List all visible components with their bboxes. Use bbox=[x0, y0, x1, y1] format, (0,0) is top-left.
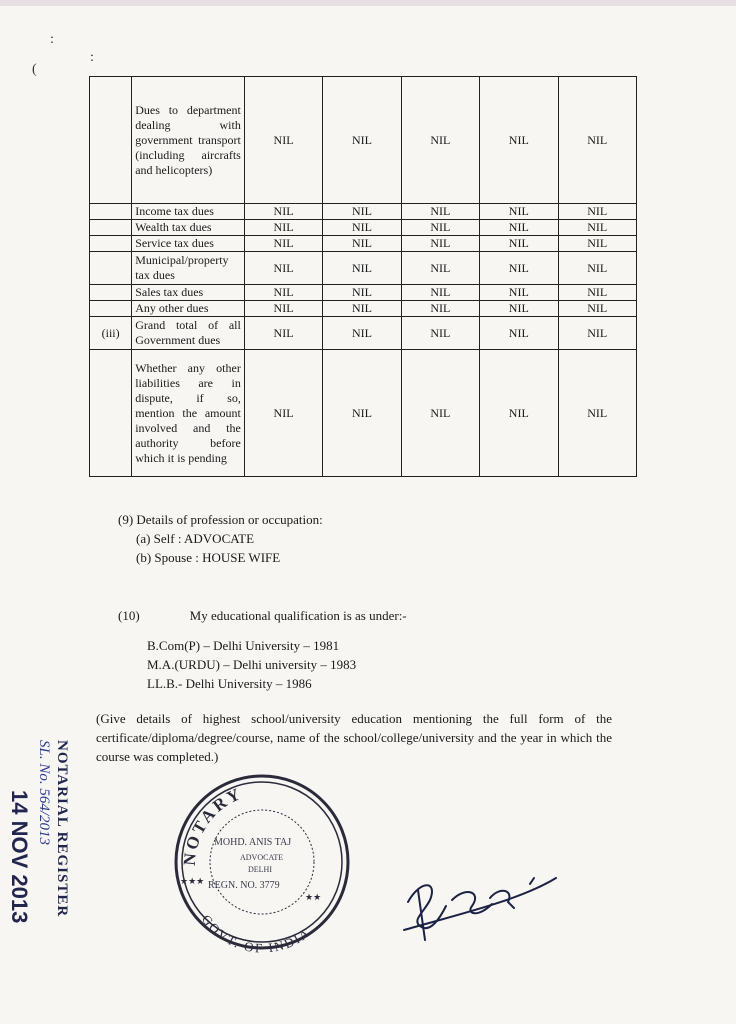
row-value: NIL bbox=[244, 252, 322, 285]
row-value: NIL bbox=[480, 285, 558, 301]
row-value: NIL bbox=[558, 220, 636, 236]
row-value: NIL bbox=[558, 350, 636, 477]
notary-seal-inner-line: REGN. NO. 3779 bbox=[208, 880, 280, 891]
education-item: B.Com(P) – Delhi University – 1981 bbox=[147, 638, 340, 653]
row-value: NIL bbox=[558, 252, 636, 285]
register-stamp-date: 14 NOV 2013 bbox=[7, 790, 32, 924]
row-value: NIL bbox=[323, 285, 401, 301]
row-label: Whether any other liabilities are in dispute, if so, mention the amount involved and the authority before which it is pending bbox=[132, 350, 245, 477]
row-label: Any other dues bbox=[132, 301, 245, 317]
row-label: Dues to department dealing with government transport (including aircrafts and helicopters) bbox=[132, 77, 245, 204]
star-icon: ★★ bbox=[305, 892, 322, 902]
row-value: NIL bbox=[401, 350, 479, 477]
row-label: Wealth tax dues bbox=[132, 220, 245, 236]
row-value: NIL bbox=[480, 204, 558, 220]
profession-self: (a) Self : ADVOCATE bbox=[136, 531, 255, 546]
row-value: NIL bbox=[480, 236, 558, 252]
notary-seal-bottom-text: GOVT. OF INDIA bbox=[198, 911, 314, 956]
row-label: Grand total of all Government dues bbox=[132, 317, 245, 350]
row-value: NIL bbox=[401, 285, 479, 301]
signature bbox=[404, 878, 556, 940]
row-value: NIL bbox=[401, 252, 479, 285]
row-value: NIL bbox=[558, 236, 636, 252]
row-value: NIL bbox=[401, 236, 479, 252]
row-value: NIL bbox=[558, 77, 636, 204]
row-value: NIL bbox=[323, 77, 401, 204]
notary-seal-top-text: NOTARY bbox=[179, 783, 246, 867]
row-value: NIL bbox=[480, 350, 558, 477]
row-label: Income tax dues bbox=[132, 204, 245, 220]
row-value: NIL bbox=[558, 301, 636, 317]
row-value: NIL bbox=[558, 285, 636, 301]
profession-spouse: (b) Spouse : HOUSE WIFE bbox=[136, 550, 281, 565]
row-value: NIL bbox=[244, 350, 322, 477]
row-value: NIL bbox=[558, 317, 636, 350]
row-number: (iii) bbox=[90, 317, 132, 350]
row-label: Municipal/property tax dues bbox=[132, 252, 245, 285]
row-value: NIL bbox=[401, 77, 479, 204]
row-value: NIL bbox=[323, 252, 401, 285]
row-value: NIL bbox=[401, 204, 479, 220]
row-value: NIL bbox=[401, 220, 479, 236]
row-value: NIL bbox=[480, 77, 558, 204]
row-value: NIL bbox=[323, 350, 401, 477]
education-note: (Give details of highest school/university education mentioning the full form of the certificate/diploma/degree/course, name of the school/college/university and the year in which the course was completed.) bbox=[96, 711, 612, 764]
row-value: NIL bbox=[323, 204, 401, 220]
notary-seal-inner-line: DELHI bbox=[248, 865, 272, 874]
row-value: NIL bbox=[323, 220, 401, 236]
row-value: NIL bbox=[558, 204, 636, 220]
row-value: NIL bbox=[244, 220, 322, 236]
notary-seal-inner-line: MOHD. ANIS TAJ bbox=[214, 837, 292, 848]
row-value: NIL bbox=[480, 252, 558, 285]
profession-heading: (9) Details of profession or occupation: bbox=[118, 512, 323, 527]
education-number: (10) bbox=[118, 608, 140, 623]
row-value: NIL bbox=[323, 301, 401, 317]
notary-seal-inner-line: ADVOCATE bbox=[240, 853, 284, 862]
register-stamp-line: NOTARIAL REGISTER bbox=[54, 740, 70, 918]
row-value: NIL bbox=[244, 317, 322, 350]
notarial-register-stamp bbox=[7, 740, 70, 923]
education-item: LL.B.- Delhi University – 1986 bbox=[147, 676, 312, 691]
row-value: NIL bbox=[244, 77, 322, 204]
row-value: NIL bbox=[323, 236, 401, 252]
row-value: NIL bbox=[244, 236, 322, 252]
education-item: M.A.(URDU) – Delhi university – 1983 bbox=[147, 657, 357, 672]
star-icon: ★★★ bbox=[180, 876, 205, 886]
margin-mark: : bbox=[90, 50, 94, 65]
row-label: Sales tax dues bbox=[132, 285, 245, 301]
row-value: NIL bbox=[480, 317, 558, 350]
row-value: NIL bbox=[244, 285, 322, 301]
row-value: NIL bbox=[480, 220, 558, 236]
register-stamp-line: SL. No. 564/2013 bbox=[36, 740, 52, 846]
row-value: NIL bbox=[401, 301, 479, 317]
row-value: NIL bbox=[244, 301, 322, 317]
row-label: Service tax dues bbox=[132, 236, 245, 252]
row-value: NIL bbox=[323, 317, 401, 350]
row-value: NIL bbox=[401, 317, 479, 350]
margin-mark: : bbox=[50, 32, 54, 47]
row-value: NIL bbox=[244, 204, 322, 220]
education-heading-text: My educational qualification is as under:- bbox=[189, 608, 407, 623]
row-value: NIL bbox=[480, 301, 558, 317]
margin-mark: ( bbox=[32, 62, 37, 77]
